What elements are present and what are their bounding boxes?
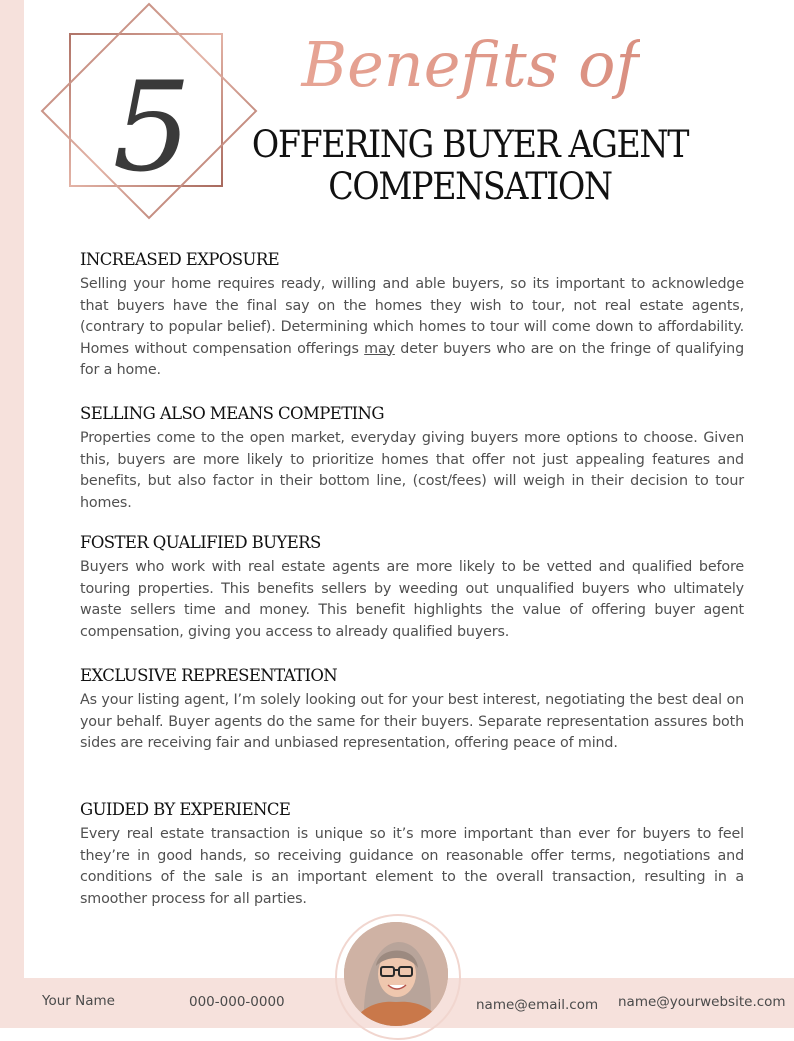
section-body: Every real estate transaction is unique so it’s more important than ever for buyers to feel they’re in good hands, so receiving guidance on reasonable offer terms, negotiations and conditions of the sale is an important element to the overall transaction, resulting in a smoother process for all parties. bbox=[80, 826, 744, 907]
footer-email[interactable]: name@email.com bbox=[476, 997, 599, 1013]
avatar-portrait bbox=[344, 922, 448, 1026]
section-foster-qualified-buyers bbox=[80, 533, 744, 643]
underlined-word: may bbox=[364, 340, 395, 357]
section-body: Properties come to the open market, everyday giving buyers more options to choose. Given this, buyers are more likely to prioritize homes that offer not just appealing features and benefits, but also factor in their bottom line, (cost/fees) will weigh in their decision to tour homes. bbox=[80, 430, 744, 511]
section-exclusive-representation bbox=[80, 666, 744, 755]
section-heading: FOSTER QUALIFIED BUYERS bbox=[80, 533, 321, 552]
title-line-2: COMPENSATION bbox=[328, 165, 612, 208]
section-heading: EXCLUSIVE REPRESENTATION bbox=[80, 666, 338, 685]
section-body: Buyers who work with real estate agents are more likely to be vetted and qualified before touring properties. This benefits sellers by weeding out unqualified buyers who ultimately waste sellers time and money. This benefit highlights the value of offering buyer agent compensation, giving you access to already qualified buyers. bbox=[80, 559, 744, 640]
section-heading: INCREASED EXPOSURE bbox=[80, 250, 280, 269]
number-frame-logo bbox=[40, 2, 258, 220]
title-line-1: OFFERING BUYER AGENT bbox=[251, 123, 689, 166]
script-title-text: Benefits of bbox=[301, 28, 639, 101]
section-guided-by-experience bbox=[80, 800, 744, 910]
body-text-part: Selling your home requires ready, willing and able buyers, so its important to acknowledge that buyers have the final say on the homes they wish to tour, not real estate agents, (contrary to popular belief). Determining which homes to tour will come down to affordability. Homes without compensation offerings bbox=[80, 276, 744, 357]
section-increased-exposure bbox=[80, 250, 744, 382]
body-text-part: deter buyers who are on the fringe of qualifying for a home. bbox=[80, 340, 745, 378]
script-title bbox=[300, 18, 640, 128]
section-heading: SELLING ALSO MEANS COMPETING bbox=[80, 404, 384, 423]
footer-phone: 000-000-0000 bbox=[189, 994, 285, 1010]
avatar bbox=[344, 922, 448, 1026]
page-title bbox=[247, 124, 693, 208]
section-body: As your listing agent, I’m solely looking out for your best interest, negotiating the best deal on your behalf. Buyer agents do the same for their buyers. Separate representation assures both sides are receiving fair and unbiased representation, offering peace of mind. bbox=[80, 692, 744, 751]
left-accent-bar bbox=[0, 0, 24, 1028]
section-body bbox=[80, 274, 744, 382]
number-five: 5 bbox=[112, 56, 192, 200]
section-selling-also-means-competing bbox=[80, 404, 744, 514]
section-heading: GUIDED BY EXPERIENCE bbox=[80, 800, 291, 819]
footer-website[interactable]: name@yourwebsite.com bbox=[618, 994, 786, 1010]
footer-name: Your Name bbox=[42, 993, 115, 1009]
